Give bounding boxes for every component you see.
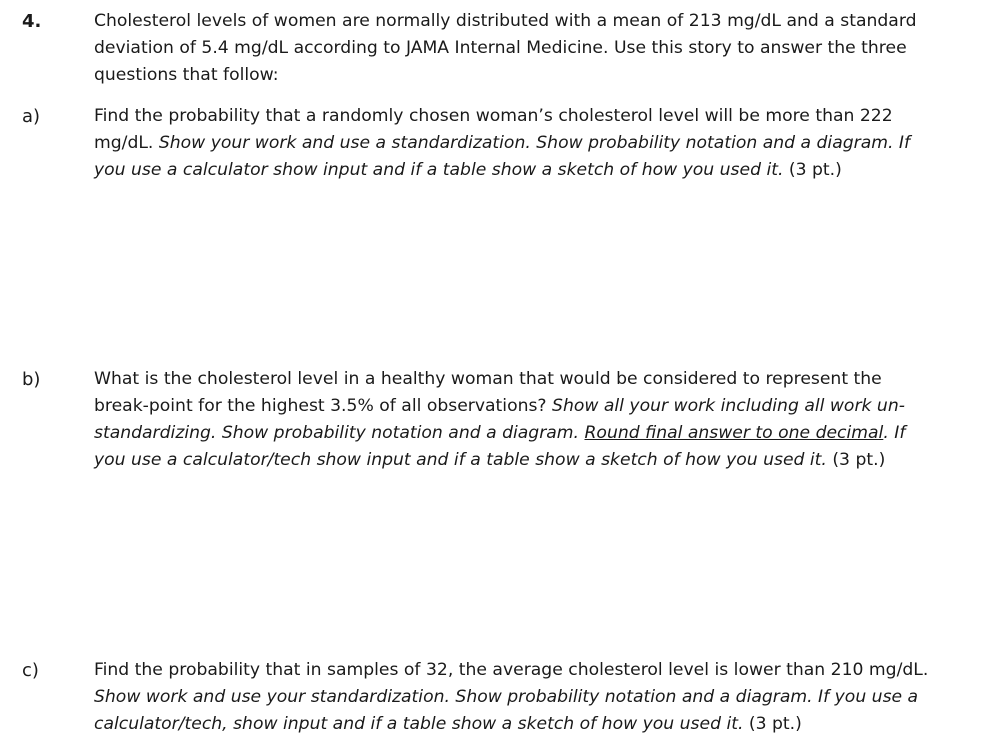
instruction-text: Show work and use your standardization. Show probability notation and a diagram. If you use a [94, 687, 919, 707]
prompt-line: questions that follow: [94, 65, 279, 85]
instruction-text: Show all your work including all work un- [552, 396, 905, 416]
prompt-line: Find the probability that a randomly chosen woman’s cholesterol level will be more than 222 [94, 106, 893, 126]
prompt-line: What is the cholesterol level in a healthy woman that would be considered to represent the [94, 369, 882, 389]
rounding-instruction: Round final answer to one decimal [584, 423, 884, 443]
prompt-text: break-point for the highest 3.5% of all observations? [94, 396, 553, 416]
prompt-line: deviation of 5.4 mg/dL according to JAMA Internal Medicine. Use this story to answer the three [94, 38, 907, 58]
prompt-line [94, 447, 974, 474]
instruction-text: calculator/tech, show input and if a table show a sketch of how you used it. [94, 714, 744, 734]
part-label: b) [22, 369, 41, 390]
part-a-prompt [94, 103, 974, 184]
part-b-prompt [94, 366, 974, 474]
instruction-text: standardizing. Show probability notation and a diagram. [94, 423, 585, 443]
prompt-line [94, 393, 974, 420]
prompt-line [94, 130, 974, 157]
prompt-line: Cholesterol levels of women are normally distributed with a mean of 213 mg/dL and a standard [94, 11, 917, 31]
part-label: a) [22, 106, 41, 127]
points-value: (3 pt.) [743, 714, 802, 734]
prompt-line [94, 420, 974, 447]
question-4-prompt [94, 8, 974, 89]
points-value: (3 pt.) [783, 160, 842, 180]
points-value: (3 pt.) [826, 450, 886, 470]
prompt-text: mg/dL. [94, 133, 159, 153]
prompt-line [94, 157, 974, 184]
question-number: 4. [22, 11, 42, 32]
prompt-line: Find the probability that in samples of 32, the average cholesterol level is lower than 210 mg/dL. [94, 660, 929, 680]
instruction-text: you use a calculator/tech show input and if a table show a sketch of how you used it. [94, 450, 827, 470]
instruction-text: . If [883, 423, 906, 443]
part-label: c) [22, 660, 39, 681]
instruction-text: you use a calculator show input and if a table show a sketch of how you used it. [94, 160, 784, 180]
part-c-prompt [94, 657, 974, 738]
prompt-line [94, 711, 974, 738]
instruction-text: Show your work and use a standardization. Show probability notation and a diagram. If [158, 133, 911, 153]
